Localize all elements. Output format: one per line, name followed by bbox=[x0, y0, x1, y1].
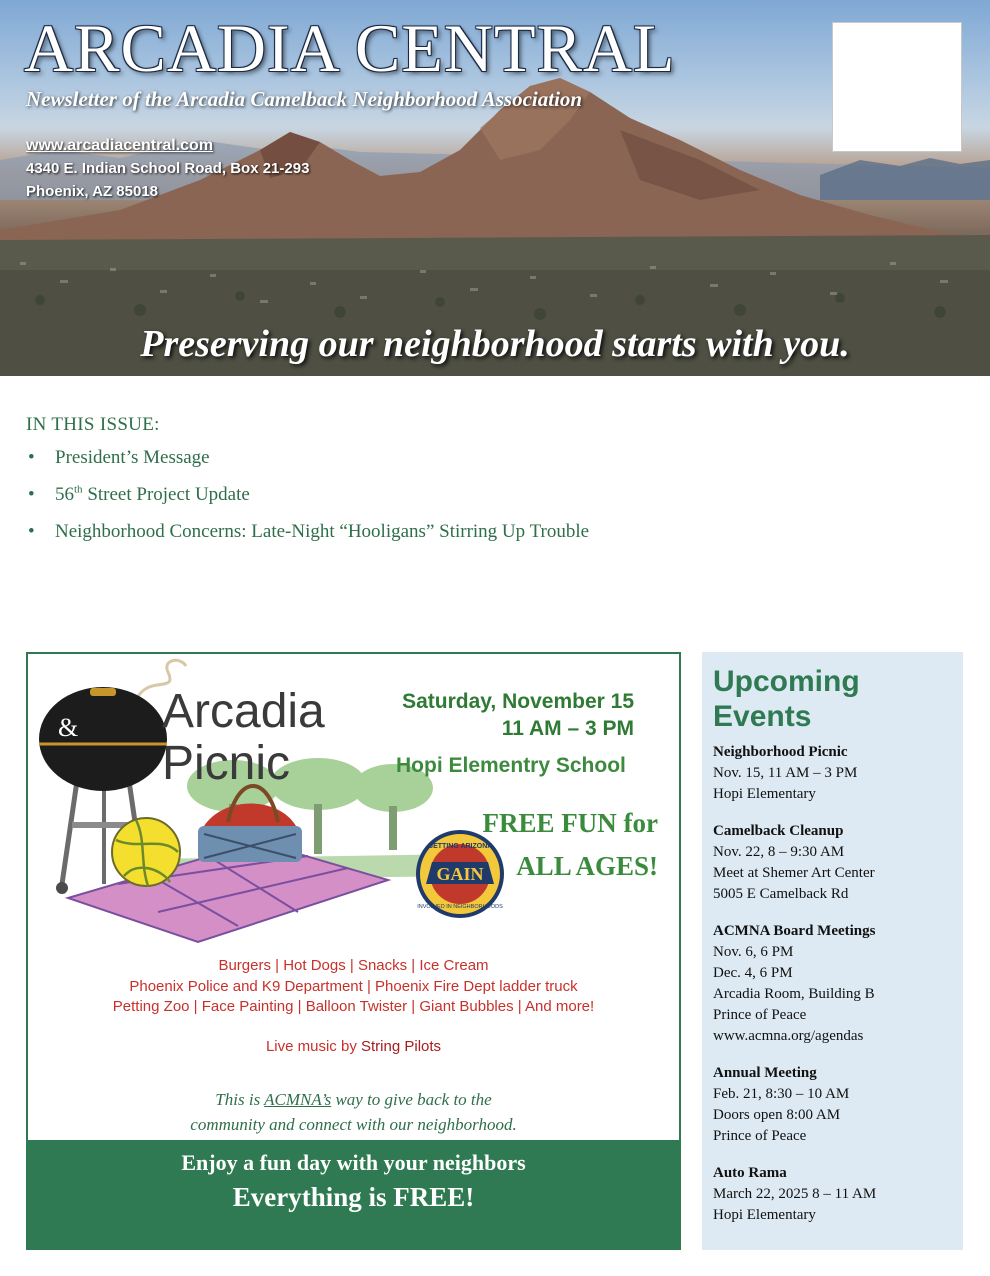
event-detail: www.acmna.org/agendas bbox=[713, 1028, 864, 1044]
slogan: Preserving our neighborhood starts with you. bbox=[140, 323, 850, 365]
upcoming-events-panel bbox=[702, 652, 963, 1250]
activity-line: Phoenix Police and K9 Department | Phoenix Fire Dept ladder truck bbox=[129, 977, 578, 995]
flyer-footer bbox=[28, 1140, 679, 1248]
issue-item[interactable]: • President’s Message bbox=[28, 447, 210, 468]
issue-item[interactable]: • Neighborhood Concerns: Late-Night “Hooligans” Stirring Up Trouble bbox=[28, 521, 590, 542]
event-detail: Prince of Peace bbox=[713, 1007, 807, 1023]
picnic-title: Arcadia Picnic bbox=[162, 685, 325, 790]
newsletter-subtitle: Newsletter of the Arcadia Camelback Neighborhood Association bbox=[26, 87, 583, 111]
issue-item[interactable]: • 56th Street Project Update bbox=[28, 483, 250, 505]
svg-text:&: & bbox=[58, 713, 79, 742]
events-title: Upcoming Events bbox=[713, 665, 860, 733]
event-detail: Prince of Peace bbox=[713, 1128, 807, 1144]
giveback-message: This is ACMNA’s way to give back to the community and connect with our neighborhood. bbox=[190, 1090, 517, 1134]
footer-line2: Everything is FREE! bbox=[232, 1182, 475, 1212]
event-item bbox=[713, 921, 963, 1047]
event-detail: Nov. 15, 11 AM – 3 PM bbox=[713, 765, 858, 781]
free-fun-banner: FREE FUN for ALL AGES! bbox=[482, 808, 658, 881]
event-detail: Meet at Shemer Art Center bbox=[713, 865, 875, 881]
svg-text:GETTING ARIZONA: GETTING ARIZONA bbox=[427, 843, 493, 850]
event-detail: Arcadia Room, Building B bbox=[713, 986, 875, 1002]
event-detail: Hopi Elementary bbox=[713, 786, 816, 802]
picnic-date: Saturday, November 15 11 AM – 3 PM bbox=[398, 688, 634, 742]
activity-line: Petting Zoo | Face Painting | Balloon Twister | Giant Bubbles | And more! bbox=[112, 998, 595, 1015]
acmna-link[interactable]: ACMNA’s bbox=[264, 1090, 332, 1109]
event-name: ACMNA Board Meetings bbox=[713, 923, 876, 939]
activity-line: Burgers | Hot Dogs | Snacks | Ice Cream bbox=[218, 957, 489, 974]
svg-text:GAIN: GAIN bbox=[436, 864, 484, 884]
event-detail: Feb. 21, 8:30 – 10 AM bbox=[713, 1086, 850, 1102]
address-line2: Phoenix, AZ 85018 bbox=[26, 183, 158, 200]
mailing-label-box bbox=[832, 22, 962, 152]
event-item bbox=[713, 742, 963, 805]
issue-list bbox=[26, 446, 589, 557]
event-detail: 5005 E Camelback Rd bbox=[713, 886, 849, 902]
activities-list bbox=[28, 956, 679, 1018]
website-link[interactable]: www.arcadiacentral.com bbox=[26, 137, 214, 154]
bullet-icon: • bbox=[28, 447, 35, 468]
footer-line1: Enjoy a fun day with your neighbors bbox=[181, 1150, 526, 1175]
in-this-issue bbox=[26, 414, 589, 557]
event-item bbox=[713, 1163, 963, 1226]
picnic-location: Hopi Elementry School bbox=[396, 754, 626, 777]
event-list bbox=[713, 742, 963, 1226]
event-detail: Nov. 22, 8 – 9:30 AM bbox=[713, 844, 845, 860]
bullet-icon: • bbox=[28, 521, 35, 542]
bullet-icon: • bbox=[28, 484, 35, 505]
event-detail: Dec. 4, 6 PM bbox=[713, 965, 793, 981]
event-detail: Hopi Elementary bbox=[713, 1207, 816, 1223]
event-detail: Nov. 6, 6 PM bbox=[713, 944, 794, 960]
picnic-time: 11 AM – 3 PM bbox=[501, 717, 634, 740]
newsletter-title: ARCADIA CENTRAL bbox=[24, 10, 676, 86]
event-item bbox=[713, 1063, 963, 1147]
event-name: Annual Meeting bbox=[713, 1065, 817, 1081]
event-name: Camelback Cleanup bbox=[713, 823, 844, 839]
event-detail: March 22, 2025 8 – 11 AM bbox=[713, 1186, 877, 1202]
event-detail: Doors open 8:00 AM bbox=[713, 1107, 841, 1123]
issue-heading: IN THIS ISSUE: bbox=[26, 414, 160, 435]
event-name: Neighborhood Picnic bbox=[713, 744, 848, 760]
contact-info bbox=[26, 134, 309, 203]
band-name: String Pilots bbox=[361, 1038, 442, 1055]
event-item bbox=[713, 821, 963, 905]
header-banner bbox=[0, 0, 990, 376]
event-name: Auto Rama bbox=[713, 1165, 787, 1181]
svg-text:INVOLVED IN NEIGHBORHOODS: INVOLVED IN NEIGHBORHOODS bbox=[417, 904, 503, 910]
address-line1: 4340 E. Indian School Road, Box 21-293 bbox=[26, 160, 310, 177]
live-music: Live music by String Pilots bbox=[265, 1038, 442, 1055]
ball-icon bbox=[112, 818, 180, 886]
picnic-flyer bbox=[26, 652, 681, 1250]
